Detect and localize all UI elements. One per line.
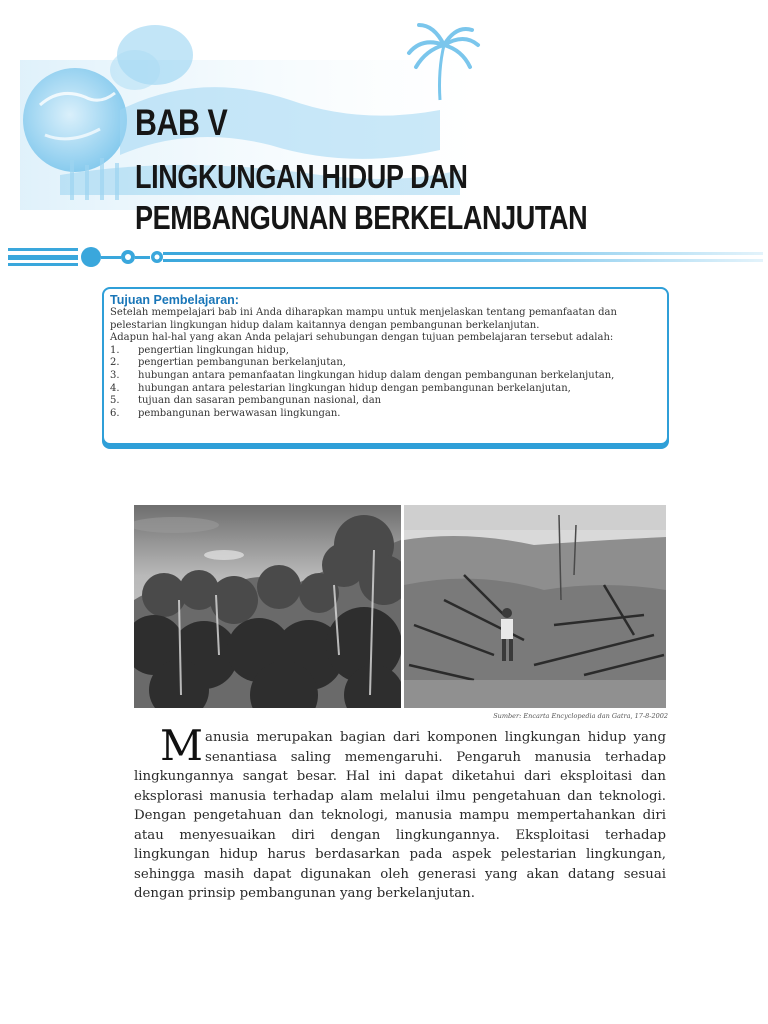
forest-photo — [134, 505, 401, 708]
list-item: 1. pengertian lingkungan hidup, — [110, 344, 289, 356]
objectives-intro-line-2: pelestarian lingkungan hidup dalam kaitannya dengan pembangunan berkelanjutan. — [110, 319, 540, 331]
objectives-heading: Tujuan Pembelajaran: — [110, 293, 239, 307]
chapter-number: BAB V — [135, 102, 228, 143]
list-item: 5. tujuan dan sasaran pembangunan nasional, dan — [110, 395, 382, 407]
list-item: 6. pembangunan berwawasan lingkungan. — [110, 407, 341, 419]
list-item: 4. hubungan antara pelestarian lingkungan hidup dengan pembangunan berkelanjutan, — [110, 382, 571, 394]
objectives-list — [110, 345, 662, 421]
body-text: anusia merupakan bagian dari komponen lingkungan hidup yang senantiasa saling memengaruhi. Pengaruh manusia terhadap lingkungannya sangat besar. Hal ini dapat diketahui dari eksploitasi dan eksplorasi manusia terhadap alam melalui ilmu pengetahuan dan teknologi. Dengan pengetahuan dan teknologi, manusia mampu mempertahankan diri atau menyesuaikan diri dengan lingkungannya. Eksploitasi terhadap lingkungan hidup harus berdasarkan pada aspek pelestarian lingkungan, sehingga masih dapat digunakan oleh generasi yang akan datang sesuai dengan prinsip pembangunan yang berkelanjutan. — [134, 730, 666, 901]
learning-objectives-box — [102, 287, 669, 445]
objectives-intro-line-3: Adapun hal-hal yang akan Anda pelajari sehubungan dengan tujuan pembelajaran tersebut adalah: — [110, 332, 614, 344]
deforestation-photo — [404, 505, 666, 708]
objectives-intro-line-1: Setelah mempelajari bab ini Anda diharapkan mampu untuk menjelaskan tentang pemanfaatan dan — [110, 307, 617, 318]
chapter-title-line-2: PEMBANGUNAN BERKELANJUTAN — [135, 199, 588, 236]
list-item: 2. pengertian pembangunan berkelanjutan, — [110, 357, 346, 369]
globe-icon — [23, 68, 127, 172]
list-item: 3. hubungan antara pemanfaatan lingkungan hidup dalam dengan pembangunan berkelanjutan, — [110, 369, 615, 381]
drop-cap: M — [160, 721, 204, 770]
header-divider — [0, 240, 768, 274]
body-paragraph — [134, 721, 666, 904]
chapter-title-line-1: LINGKUNGAN HIDUP DAN — [135, 158, 468, 195]
figure-source-caption: Sumber: Encarta Encyclopedia dan Gatra, 17-8-2002 — [493, 712, 668, 720]
